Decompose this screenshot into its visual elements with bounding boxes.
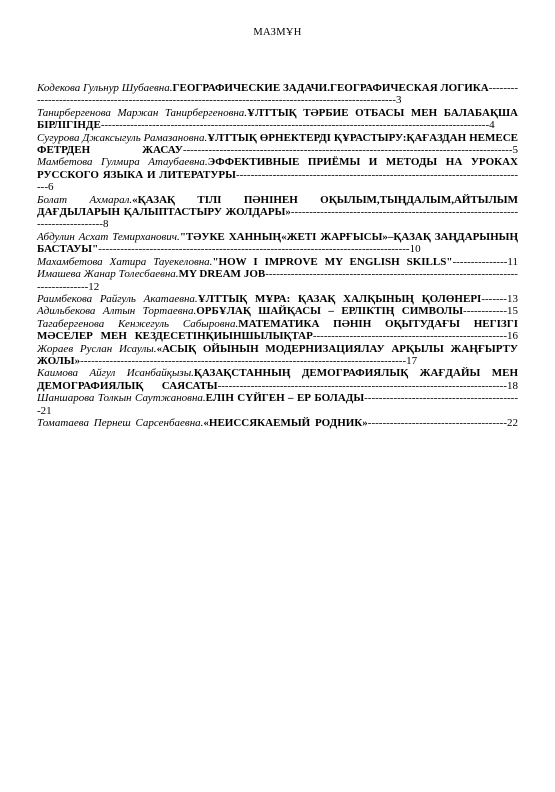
toc-entry xyxy=(37,318,518,343)
toc-entry-author: Шаншарова Толкын Саутжановна. xyxy=(37,392,206,405)
toc-entry xyxy=(37,156,518,193)
toc-entry-title: "HOW I IMPROVE MY ENGLISH SKILLS" xyxy=(212,255,453,268)
toc-entry-leader: ---------------------------------------------------------------------------------------------------------- xyxy=(100,119,490,132)
toc-entry xyxy=(37,194,518,231)
toc-entry-title: ЕЛІН СҮЙГЕН – ЕР БОЛАДЫ xyxy=(205,392,365,405)
toc-entry-page: 18 xyxy=(507,379,518,392)
toc-entry-title: ҚАЗАҚСТАННЫҢ ДЕМОГРАФИЯЛЫҚ ЖАҒДАЙЫ МЕН ДЕМОГРАФИЯЛЫҚ САЯСАТЫ xyxy=(37,367,518,392)
toc-entry-leader: -------------------------------------- xyxy=(367,416,507,429)
toc-entry-page: 21 xyxy=(40,404,52,417)
toc-entry-page: 12 xyxy=(88,280,100,293)
toc-entry-author: Тагабергенова Кенжегуль Сабыровна. xyxy=(37,317,239,330)
toc-entry-author: Раимбекова Райгуль Акатаевна. xyxy=(37,292,198,305)
toc-entry-author: Болат Ахмарал. xyxy=(37,193,133,206)
toc-entry-leader: --------------- xyxy=(452,255,508,268)
toc-entry-page: 10 xyxy=(409,243,421,256)
toc-entry-leader: ------------------------------------------------------------------------------------------ xyxy=(182,144,513,157)
toc-entry-title: МАТЕМАТИКА ПӘНІН ОҚЫТУДАҒЫ НЕГІЗГІ МӘСЕЛЕР МЕН КЕЗДЕСЕТІНҚИЫНШЫЛЫҚТАР xyxy=(37,317,519,343)
toc-entry-page: 3 xyxy=(395,94,402,107)
toc-entry xyxy=(37,231,518,256)
toc-entry-title: "ТӘУКЕ ХАННЫҢ«ЖЕТІ ЖАРҒЫСЫ»–ҚАЗАҚ ЗАҢДАРЫНЫҢ БАСТАУЫ" xyxy=(37,230,518,256)
toc-entry-leader: ----------------------------------------------------- xyxy=(312,330,507,343)
toc-entry xyxy=(37,256,518,268)
toc-entry xyxy=(37,305,518,317)
table-of-contents xyxy=(37,82,518,429)
toc-entry-author: Кодекова Гульнур Шубаевна. xyxy=(37,82,173,94)
toc-entry-leader: ------------ xyxy=(463,305,507,318)
toc-entry-title: «ҚАЗАҚ ТІЛІ ПӘНІНЕН ОҚЫЛЫМ,ТЫҢДАЛЫМ,АЙТЫЛЫМ ДАҒДЫЛАРЫН ҚАЛЫПТАСТЫРУ ЖОЛДАРЫ» xyxy=(37,193,518,219)
toc-entry-title: «АСЫҚ ОЙЫНЫН МОДЕРНИЗАЦИЯЛАУ АРҚЫЛЫ ЖАҢҒЫРТУ ЖОЛЫ» xyxy=(37,342,518,367)
toc-entry-leader: ------- xyxy=(481,292,507,305)
toc-entry-page: 15 xyxy=(507,305,518,318)
toc-entry-title: ҰЛТТЫҚ ТӘРБИЕ ОТБАСЫ МЕН БАЛАБАҚША БІРЛІГІНДЕ xyxy=(37,106,518,132)
toc-entry-page: 11 xyxy=(507,255,518,268)
toc-entry-author: Сугурова Джаксыгуль Рамазановна. xyxy=(37,131,208,144)
toc-entry-author: Махамбетова Хатира Тауекеловна. xyxy=(37,255,213,268)
toc-entry-page: 16 xyxy=(507,330,518,343)
toc-entry-author: Каимова Айгул Исанбайқызы. xyxy=(37,367,194,380)
toc-entry-leader: ------------------------------------------- xyxy=(37,392,518,417)
toc-entry-title: ГЕОГРАФИЧЕСКИЕ ЗАДАЧИ.ГЕОГРАФИЧЕСКАЯ ЛОГИКА xyxy=(172,82,489,94)
toc-entry-author: Мамбетова Гулмира Атаубаевна. xyxy=(37,156,208,169)
toc-entry xyxy=(37,417,518,429)
toc-entry-title: ОРБҰЛАҚ ШАЙҚАСЫ – ЕРЛІКТІҢ СИМВОЛЫ xyxy=(196,305,464,318)
toc-entry-leader: ------------------------------------------------------------------------------- xyxy=(217,379,507,392)
toc-entry xyxy=(37,82,518,107)
toc-entry-leader: ----------------------------------------------------------------------------------------- xyxy=(80,354,407,367)
toc-entry-title: ЭФФЕКТИВНЫЕ ПРИЁМЫ И МЕТОДЫ НА УРОКАХ РУССКОГО ЯЗЫКА И ЛИТЕРАТУРЫ xyxy=(37,156,518,181)
toc-entry-page: 22 xyxy=(507,416,518,429)
toc-entry-author: Танирбергенова Маржан Танирбергеновна. xyxy=(37,106,248,119)
toc-entry xyxy=(37,268,518,293)
toc-entry-author: Имашева Жанар Толесбаевна. xyxy=(37,268,179,281)
toc-entry-author: Томатаева Пернеш Сарсенбаевна. xyxy=(37,416,204,429)
toc-entry-leader: -------------------------------------------------------------------------------- xyxy=(37,168,518,194)
toc-entry-title: ҰЛТТЫҚ МҰРА: ҚАЗАҚ ХАЛҚЫНЫҢ ҚОЛӨНЕРІ xyxy=(197,292,482,305)
toc-entry-title: ҰЛТТЫҚ ӨРНЕКТЕРДІ ҚҰРАСТЫРУ:ҚАҒАЗДАН НЕМЕСЕ ФЕТРДЕН ЖАСАУ xyxy=(37,131,518,157)
toc-entry-leader: ------------------------------------------------------------------------------------- xyxy=(98,243,410,256)
toc-entry-author: Абдулин Асхат Темирханович. xyxy=(37,230,180,243)
toc-entry xyxy=(37,132,518,157)
toc-entry-author: Жораев Руслан Исаулы. xyxy=(37,342,157,355)
toc-entry-leader: ----------------------------------------------------------------------------------- xyxy=(37,268,518,293)
toc-entry-page: 8 xyxy=(102,218,109,231)
toc-entry xyxy=(37,392,518,417)
toc-entry-page: 4 xyxy=(489,119,495,132)
toc-entry-page: 17 xyxy=(406,354,418,367)
toc-entry-page: 6 xyxy=(48,181,54,194)
toc-entry-title: MY DREAM JOB xyxy=(178,268,266,281)
toc-entry xyxy=(37,293,518,305)
toc-entry-leader: -------------------------------------------------------------------------------- xyxy=(37,206,518,231)
toc-entry-page: 5 xyxy=(512,144,518,157)
page-title: МАЗМҰН xyxy=(253,27,302,38)
toc-entry xyxy=(37,343,518,368)
toc-entry-page: 13 xyxy=(506,292,518,305)
toc-entry xyxy=(37,367,518,392)
toc-entry-author: Адильбекова Алтын Тортаевна. xyxy=(37,305,197,318)
toc-entry-title: «НЕИССЯКАЕМЫЙ РОДНИК» xyxy=(203,416,368,429)
toc-entry xyxy=(37,107,518,132)
toc-entry-leader: ---------------------------------------------------------------------------------------------------------- xyxy=(37,82,518,107)
